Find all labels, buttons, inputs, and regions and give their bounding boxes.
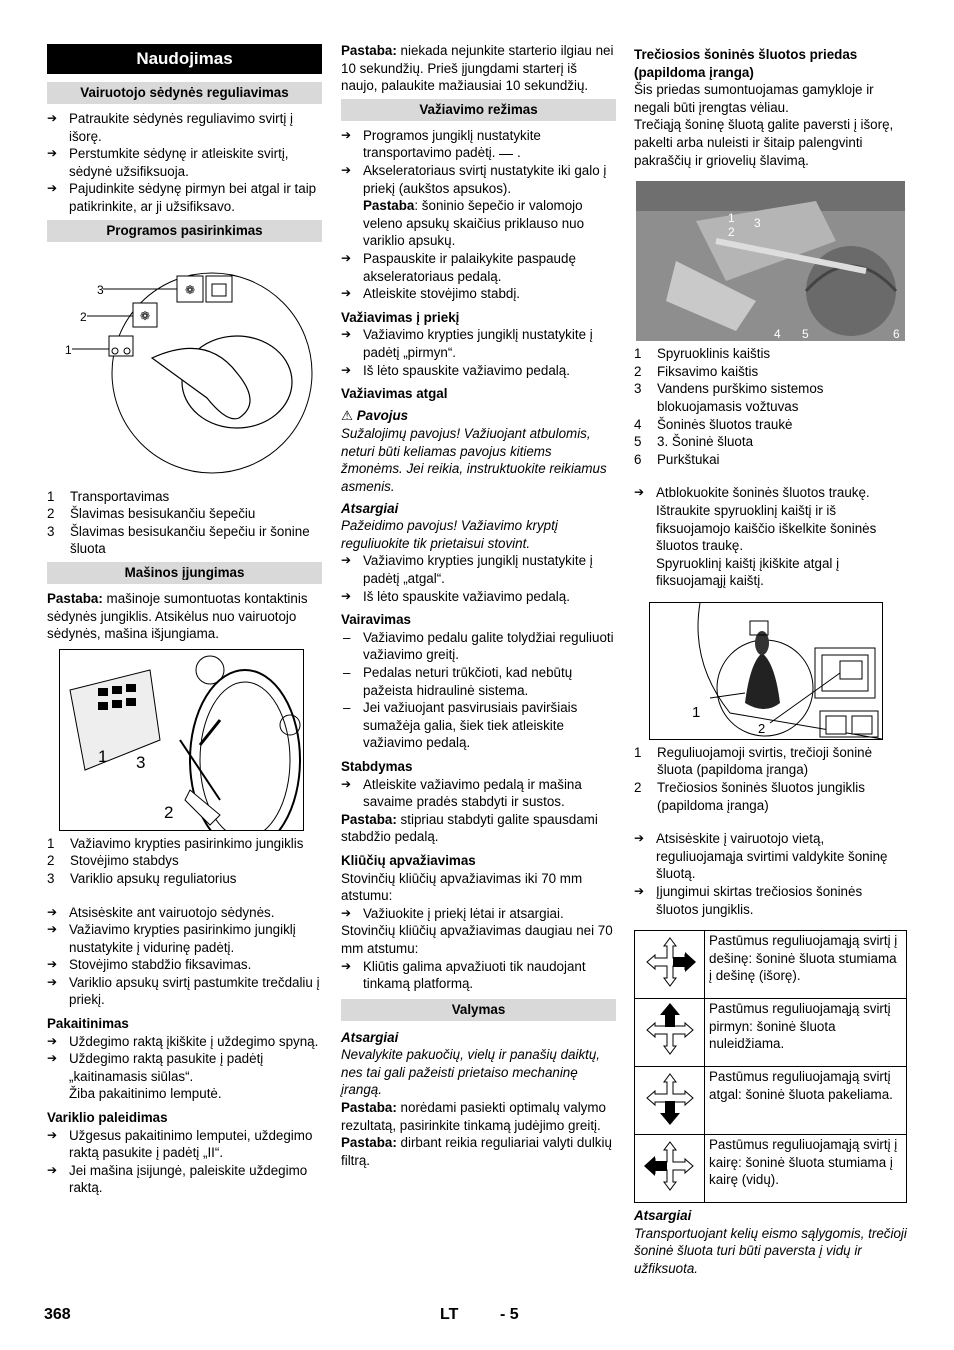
mode-step: ➔ Atleiskite stovėjimo stabdį. — [341, 285, 616, 303]
callout-label: 4 — [774, 327, 781, 342]
legend-item: 1 Reguliuojamoji svirtis, trečioji šoninė šluota (papildoma įranga) — [634, 744, 873, 778]
column-1 — [47, 42, 322, 1197]
legend-item: 1 Transportavimas — [47, 488, 170, 504]
callout-label: 1 — [98, 746, 108, 766]
forward-heading: Važiavimas į priekį — [341, 309, 460, 325]
callout-label: 2 — [164, 802, 174, 822]
reverse-step: ➔ Iš lėto spauskite važiavimo pedalą. — [341, 588, 616, 606]
steering-item: – Jei važiuojant pasvirusiais paviršiais sumažėja galia, šiek tiek atleiskite važiavimo pedalą. — [341, 699, 616, 752]
steering-heading: Vairavimas — [341, 612, 411, 628]
legend-item: 2 Stovėjimo stabdys — [47, 853, 179, 869]
reverse-step: ➔ Važiavimo krypties jungiklį nustatykite į padėtį „atgal“. — [341, 552, 616, 587]
table-row — [635, 1067, 907, 1135]
callout-label: 3 — [754, 216, 761, 231]
program-heading: Programos pasirinkimas — [47, 220, 322, 242]
section-page: - 5 — [500, 1306, 519, 1323]
seat-heading: Vairuotojo sėdynės reguliavimas — [47, 82, 322, 104]
callout-label: 5 — [802, 327, 809, 342]
joystick-drawing — [650, 603, 882, 739]
legend-item: 3 Variklio apsukų reguliatorius — [47, 870, 237, 886]
engine-heading: Variklio paleidimas — [47, 1110, 168, 1126]
engine-step: ➔ Jei mašina įsijungė, paleiskite uždegimo raktą. — [47, 1162, 322, 1197]
svg-text:❁: ❁ — [139, 308, 151, 323]
table-row — [635, 931, 907, 999]
cleaning-note: Pastaba: dirbant reikia reguliariai valyti dulkių filtrą. — [341, 1135, 612, 1168]
accessory-heading: Trečiosios šoninės šluotos priedas (papildoma įranga) — [634, 47, 858, 80]
caution-text: Transportuojant kelių eismo sąlygomis, trečioji šoninė šluota turi būti paversta į vidų ir užfiksuota. — [634, 1225, 907, 1276]
direction-text: Pastūmus reguliuojamąją svirtį atgal: šoninė šluota pakeliama. — [705, 1067, 907, 1135]
steering-item: – Pedalas neturi trūkčioti, kad nebūtų pažeista hidraulinė sistema. — [341, 664, 616, 699]
start-heading: Mašinos įjungimas — [47, 562, 322, 584]
start-step: ➔ Atsisėskite ant vairuotojo sėdynės. — [47, 904, 322, 922]
program-switch-figure — [47, 248, 322, 488]
forward-step: ➔ Iš lėto spauskite važiavimo pedalą. — [341, 362, 616, 380]
broom-step: ➔ Atblokuokite šoninės šluotos traukę. Ištraukite spyruoklinį kaištį ir iš fiksuojamojo kaiščio iškelkite šoninės šluotos traukę. — [634, 484, 907, 554]
column-3 — [634, 42, 907, 1278]
warning-icon: ⚠ — [341, 408, 354, 424]
mode-heading: Važiavimo režimas — [341, 99, 616, 121]
side-broom-photo-drawing — [636, 181, 905, 341]
callout-label: 2 — [80, 309, 87, 324]
joystick-direction-table — [634, 930, 907, 1203]
starter-note: Pastaba: niekada nejunkite starterio ilgiau nei 10 sekundžių. Prieš įjungdami starterį iš naujo, palaukite mažiausiai 10 sekundžių. — [341, 43, 614, 94]
preheat-step: ➔ Uždegimo raktą pasukite į padėtį „kaitinamasis siūlas“. — [47, 1050, 322, 1085]
legend-item: 3 Vandens purškimo sistemos blokuojamasis vožtuvas — [634, 381, 824, 414]
legend-item: 1 Važiavimo krypties pasirinkimo jungiklis — [47, 835, 304, 851]
legend-item: 2 Šlavimas besisukančiu šepečiu — [47, 506, 256, 522]
callout-label: 1 — [692, 703, 701, 721]
accessory-text: Šis priedas sumontuojamas gamykloje ir negali būti įrengtas vėliau. — [634, 82, 874, 115]
preheat-extra: Žiba pakaitinimo lemputė. — [69, 1086, 222, 1102]
accessory-text: Trečiąją šoninę šluotą galite paversti į išorę, pakelti arba nuleisti ir šitaip palengvinti pakraščių ir griovelių šlavimą. — [634, 117, 894, 168]
arrow-down-icon — [635, 1067, 705, 1135]
direction-text: Pastūmus reguliuojamąją svirtį į dešinę: šoninė šluota stumiama į dešinę (išorę). — [705, 931, 907, 999]
braking-note: Pastaba: stipriau stabdyti galite spausdami stabdžio pedalą. — [341, 811, 598, 845]
filter-icon — [206, 276, 232, 302]
table-row — [635, 1135, 907, 1203]
cleaning-note: Pastaba: norėdami pasiekti optimalų valymo rezultatą, pasirinkite tinkamą judėjimo greitį. — [341, 1100, 606, 1133]
preheat-heading: Pakaitinimas — [47, 1016, 129, 1032]
arrow-left-icon — [635, 1135, 705, 1203]
seat-step: ➔ Pajudinkite sėdynę pirmyn bei atgal ir taip patikrinkite, ar ji užsifiksavo. — [47, 180, 322, 215]
page-number: 368 — [44, 1306, 71, 1323]
caution-label: Atsargiai — [341, 1029, 399, 1045]
preheat-step: ➔ Uždegimo raktą įkiškite į uždegimo spyną. — [47, 1033, 322, 1051]
danger-label: ⚠ Pavojus — [341, 407, 409, 424]
reverse-heading: Važiavimas atgal — [341, 386, 448, 402]
direction-text: Pastūmus reguliuojamąją svirtį į kairę: šoninė šluota stumiama į kairę (vidų). — [705, 1135, 907, 1203]
legend-item: 3 Šlavimas besisukančiu šepečiu ir šonine šluota — [47, 523, 310, 557]
column-2 — [341, 42, 616, 1169]
engine-step: ➔ Užgesus pakaitinimo lemputei, uždegimo raktą pasukite į padėtį „II“. — [47, 1127, 322, 1162]
caution-label: Atsargiai — [341, 500, 399, 516]
braking-heading: Stabdymas — [341, 758, 413, 774]
callout-label: 2 — [728, 225, 735, 240]
section-title: Naudojimas — [47, 44, 322, 74]
joystick-step: ➔ Atsisėskite į vairuotojo vietą, reguliuojamąja svirtimi valdykite šoninę šluotą. — [634, 830, 907, 883]
legend-item: 6 Purkštukai — [634, 451, 720, 467]
legend-item: 1 Spyruoklinis kaištis — [634, 346, 771, 362]
arrow-up-icon — [635, 999, 705, 1067]
caution-text: Nevalykite pakuočių, vielų ir panašių daiktų, nes tai gali pažeisti prietaiso mechaninę įrangą. — [341, 1047, 601, 1098]
direction-text: Pastūmus reguliuojamąją svirtį pirmyn: šoninė šluota nuleidžiama. — [705, 999, 907, 1067]
mode-step-note: Pastaba: šoninio šepečio ir valomojo veleno apsukų skaičius priklauso nuo variklio apsukų. — [363, 198, 585, 249]
callout-label: 1 — [728, 211, 735, 226]
seat-step: ➔ Patraukite sėdynės reguliavimo svirtį į išorę. — [47, 110, 322, 145]
transport-icon — [499, 145, 513, 155]
start-step: ➔ Važiavimo krypties pasirinkimo jungiklį nustatykite į vidurinę padėtį. — [47, 921, 322, 956]
callout-label: 2 — [758, 720, 766, 736]
svg-text:❁: ❁ — [184, 282, 196, 297]
language-code: LT — [440, 1306, 459, 1323]
steering-item: – Važiavimo pedalu galite tolydžiai reguliuoti važiavimo greitį. — [341, 629, 616, 664]
arrow-right-icon — [635, 931, 705, 999]
dashboard-drawing — [60, 650, 303, 830]
obstacles-step: ➔ Važiuokite į priekį lėtai ir atsargiai. — [341, 905, 616, 923]
forward-step: ➔ Važiavimo krypties jungiklį nustatykite į padėtį „pirmyn“. — [341, 326, 616, 361]
seat-step: ➔ Perstumkite sėdynę ir atleiskite svirtį, sėdynė užsifiksuoja. — [47, 145, 322, 180]
obstacles-text: Stovinčių kliūčių apvažiavimas daugiau nei 70 mm atstumu: — [341, 923, 613, 956]
obstacles-step: ➔ Kliūtis galima apvažiuoti tik naudojant tinkamą platformą. — [341, 958, 616, 993]
callout-label: 1 — [65, 342, 72, 357]
program-dial-diagram — [47, 248, 322, 488]
mode-step: ➔ Paspauskite ir palaikykite paspaudę akseleratoriaus pedalą. — [341, 250, 616, 285]
side-broom-switch-icon — [840, 661, 862, 679]
start-note: Pastaba: mašinoje sumontuotas kontaktinis sėdynės jungiklis. Atsikėlus nuo vairuotojo sėdynės, mašina išjungiama. — [47, 590, 308, 642]
start-step: ➔ Stovėjimo stabdžio fiksavimas. — [47, 956, 322, 974]
callout-label: 6 — [893, 327, 900, 342]
start-step: ➔ Variklio apsukų svirtį pastumkite trečdaliu į priekį. — [47, 974, 322, 1009]
danger-text: Sužalojimų pavojus! Važiuojant atbulomis, neturi būti keliamas pavojus kitiems žmonėms. Jei reikia, instruktuokite reikiamus asmenis. — [341, 426, 607, 495]
side-broom-photo — [636, 181, 905, 341]
obstacles-text: Stovinčių kliūčių apvažiavimas iki 70 mm atstumu: — [341, 870, 583, 904]
legend-item: 5 3. Šoninė šluota — [634, 434, 754, 450]
dashboard-figure — [59, 649, 304, 831]
legend-item: 2 Fiksavimo kaištis — [634, 363, 759, 379]
mode-step: ➔ Akseleratoriaus svirtį nustatykite iki galo į priekį (aukštos apsukos). — [341, 162, 616, 197]
cleaning-heading: Valymas — [341, 999, 616, 1021]
callout-label: 3 — [136, 752, 146, 772]
callout-label: 3 — [97, 282, 104, 297]
table-row — [635, 999, 907, 1067]
legend-item: 4 Šoninės šluotos traukė — [634, 416, 793, 432]
caution-text: Pažeidimo pavojus! Važiavimo kryptį reguliuokite tik prietaisui stovint. — [341, 518, 558, 551]
legend-item: 2 Trečiosios šoninės šluotos jungiklis (papildoma įranga) — [634, 780, 865, 813]
joystick-figure — [649, 602, 883, 740]
mode-step: ➔ Programos jungiklį nustatykite transportavimo padėtį. . — [341, 127, 616, 162]
braking-step: ➔ Atleiskite važiavimo pedalą ir mašina savaime pradės stabdyti ir sustos. — [341, 776, 616, 811]
joystick-step: ➔ Įjungimui skirtas trečiosios šoninės šluotos jungiklis. — [634, 883, 907, 918]
broom-step-extra: Spyruoklinį kaištį įkiškite atgal į fiksuojamąjį kaištį. — [656, 555, 840, 589]
caution-label: Atsargiai — [634, 1208, 692, 1224]
obstacles-heading: Kliūčių apvažiavimas — [341, 852, 476, 868]
